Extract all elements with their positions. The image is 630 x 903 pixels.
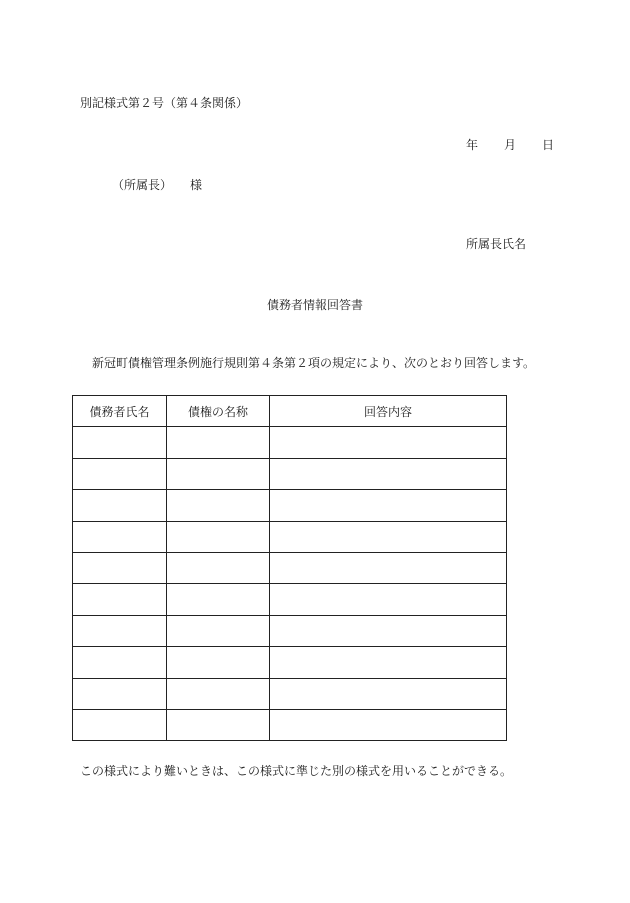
header-debtor-name: 債務者氏名 xyxy=(73,396,167,427)
table-header-row xyxy=(73,396,507,427)
table-row xyxy=(73,615,507,646)
addressee-role: （所属長） xyxy=(112,178,173,192)
cell-response xyxy=(270,647,507,678)
table-row xyxy=(73,584,507,615)
issuer-name-label: 所属長氏名 xyxy=(466,237,527,251)
table-row xyxy=(73,490,507,521)
cell-claim-name xyxy=(167,458,270,489)
cell-debtor-name xyxy=(73,521,167,552)
cell-response xyxy=(270,615,507,646)
header-response: 回答内容 xyxy=(270,396,507,427)
cell-claim-name xyxy=(167,521,270,552)
cell-debtor-name xyxy=(73,678,167,709)
cell-response xyxy=(270,584,507,615)
date-month-label: 月 xyxy=(504,138,517,152)
document-title: 債務者情報回答書 xyxy=(266,298,363,312)
body-text: 新冠町債権管理条例施行規則第４条第２項の規定により、次のとおり回答します。 xyxy=(92,356,536,370)
table-row xyxy=(73,647,507,678)
date-line xyxy=(466,139,554,151)
cell-claim-name xyxy=(167,709,270,740)
cell-debtor-name xyxy=(73,458,167,489)
form-number: 別記様式第２号（第４条関係） xyxy=(80,96,249,110)
cell-claim-name xyxy=(167,678,270,709)
table-row xyxy=(73,521,507,552)
table-row xyxy=(73,427,507,458)
addressee xyxy=(112,179,202,191)
cell-response xyxy=(270,458,507,489)
cell-debtor-name xyxy=(73,552,167,583)
cell-response xyxy=(270,678,507,709)
table-row xyxy=(73,552,507,583)
cell-debtor-name xyxy=(73,427,167,458)
date-day-label: 日 xyxy=(542,138,555,152)
cell-claim-name xyxy=(167,647,270,678)
addressee-honorific: 様 xyxy=(190,178,203,192)
cell-response xyxy=(270,552,507,583)
cell-response xyxy=(270,427,507,458)
cell-debtor-name xyxy=(73,647,167,678)
cell-claim-name xyxy=(167,427,270,458)
table-row xyxy=(73,458,507,489)
cell-claim-name xyxy=(167,552,270,583)
cell-response xyxy=(270,709,507,740)
table-row xyxy=(73,709,507,740)
cell-claim-name xyxy=(167,584,270,615)
cell-debtor-name xyxy=(73,490,167,521)
header-claim-name: 債権の名称 xyxy=(167,396,270,427)
cell-debtor-name xyxy=(73,615,167,646)
debtor-info-table xyxy=(72,395,507,741)
table-row xyxy=(73,678,507,709)
cell-claim-name xyxy=(167,490,270,521)
cell-debtor-name xyxy=(73,709,167,740)
table-body xyxy=(73,427,507,741)
footer-note: この様式により難いときは、この様式に準じた別の様式を用いることができる。 xyxy=(80,764,513,778)
cell-debtor-name xyxy=(73,584,167,615)
date-year-label: 年 xyxy=(466,138,479,152)
cell-claim-name xyxy=(167,615,270,646)
cell-response xyxy=(270,490,507,521)
cell-response xyxy=(270,521,507,552)
